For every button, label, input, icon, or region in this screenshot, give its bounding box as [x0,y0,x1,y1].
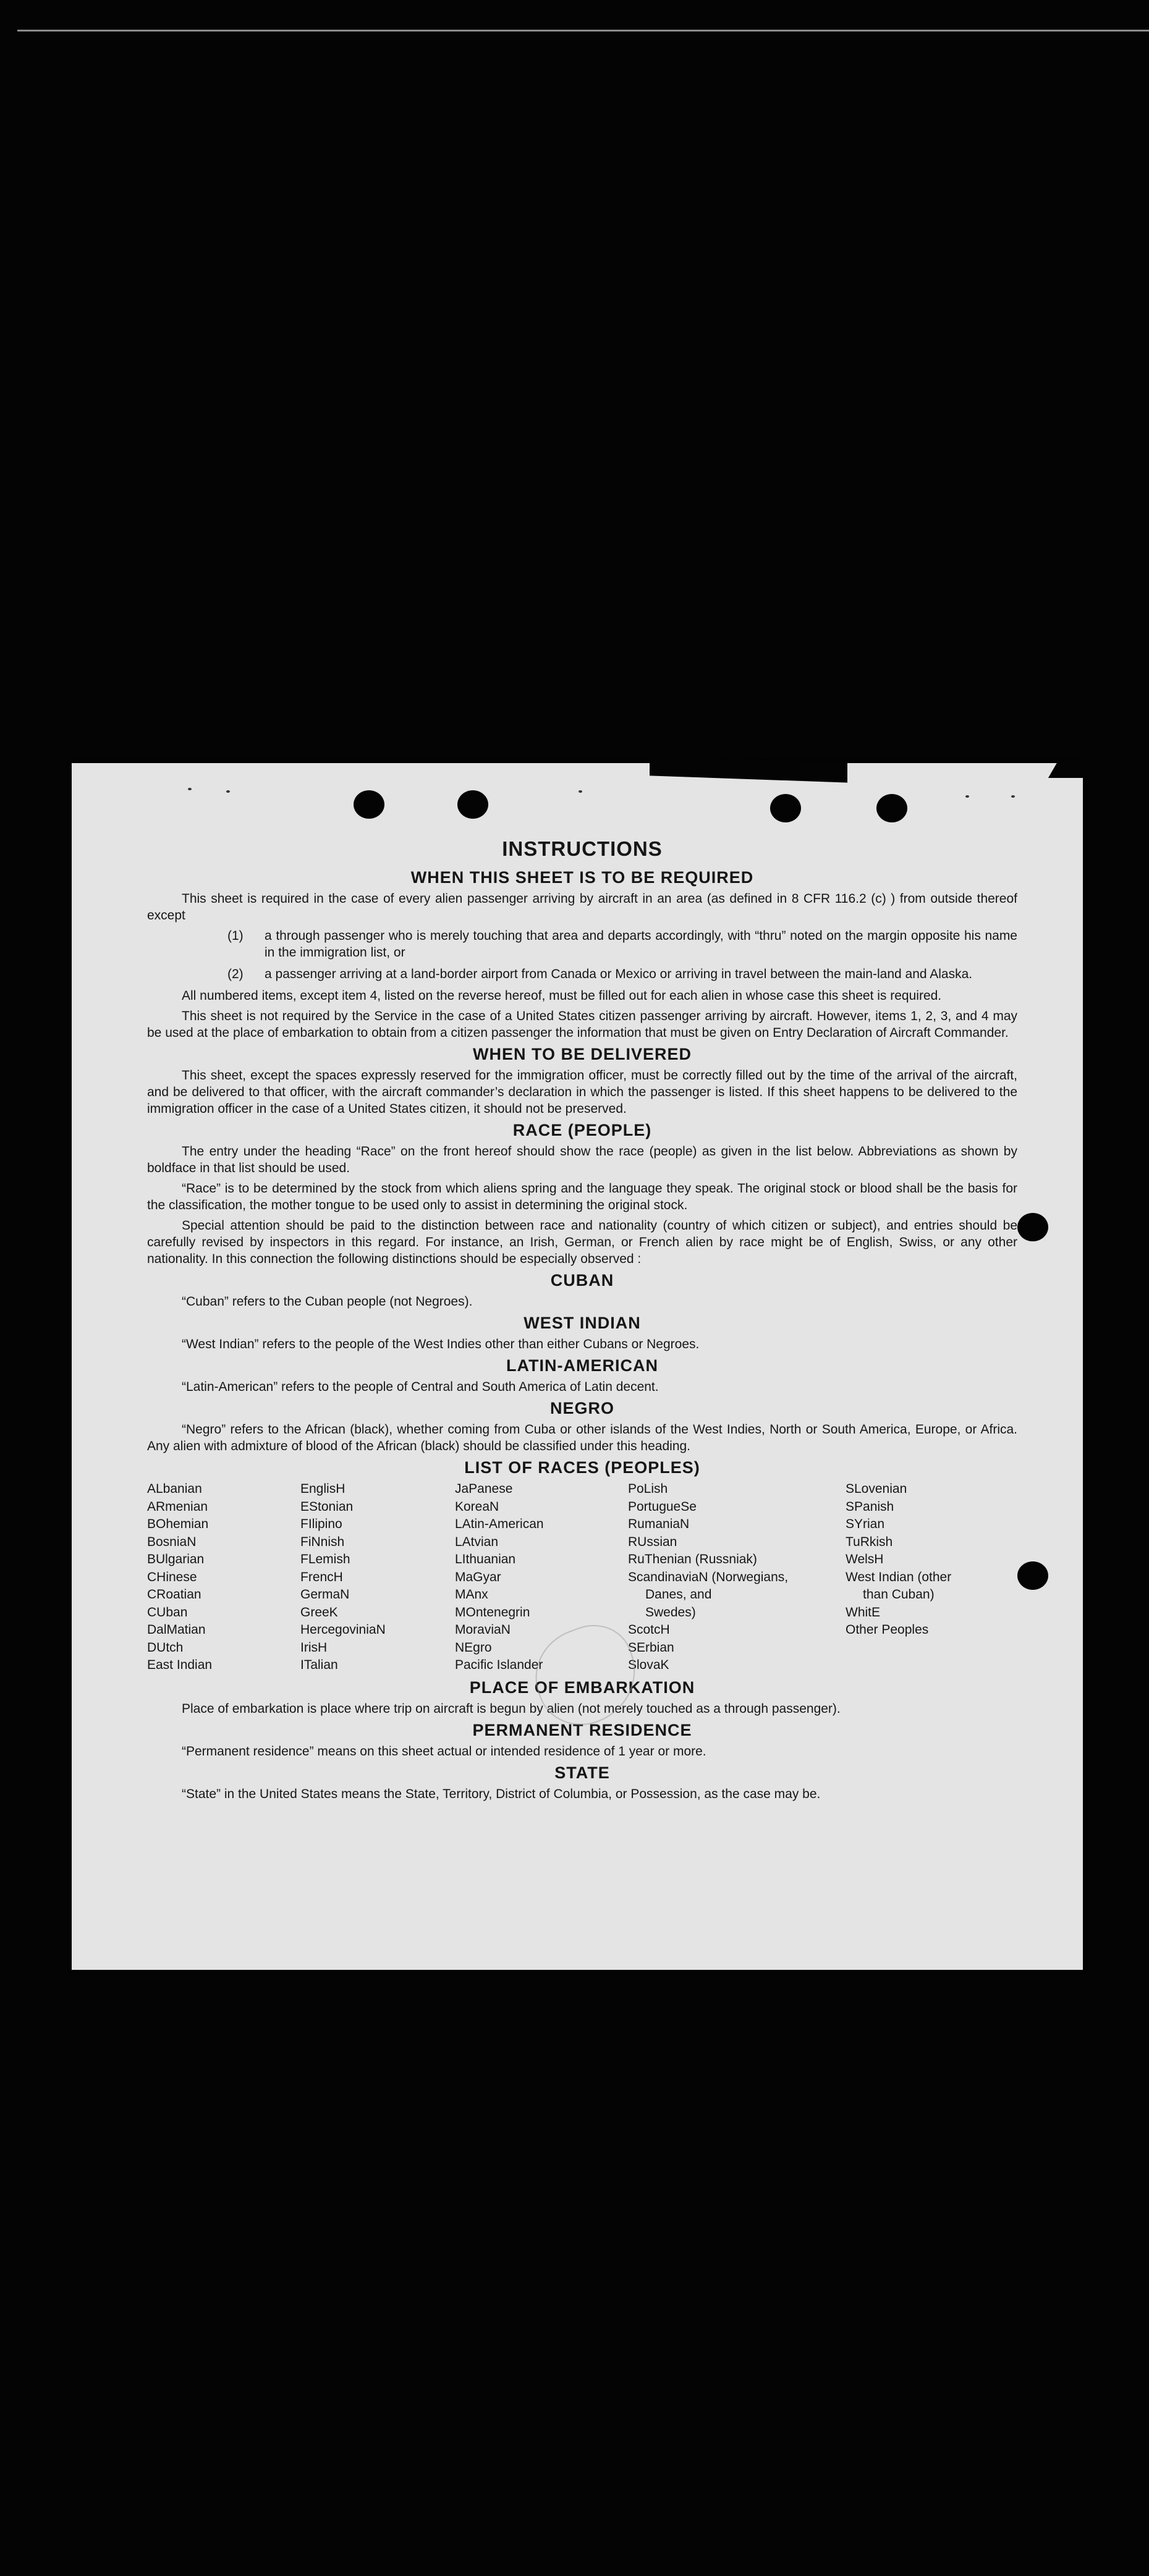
speck [965,795,969,798]
exception-number: (1) [227,929,244,943]
race-entry: GreeK [300,1605,338,1620]
heading-state: STATE [554,1763,610,1782]
exception-item [147,966,1017,982]
race-entry: than Cuban) [863,1587,935,1602]
race-entry: MaGyar [455,1569,501,1584]
race-entry: LAtin-American [455,1517,544,1531]
heading-place-of-embarkation: PLACE OF EMBARKATION [469,1678,695,1697]
race-entry: PoLish [628,1482,668,1496]
race-entry: TuRkish [846,1534,893,1549]
heading-list-of-races: LIST OF RACES (PEOPLES) [464,1458,700,1477]
races-column [300,1480,455,1674]
race-entry: DUtch [147,1640,184,1655]
place-of-embarkation-para: Place of embarkation is place where trip on aircraft is begun by alien (not merely touched as a through passenger). [182,1701,841,1716]
race-entry: FIlipino [300,1517,342,1531]
heading-cuban: CUBAN [550,1271,614,1290]
speck [579,790,582,793]
race-entry: FrencH [300,1569,343,1584]
race-entry: LIthuanian [455,1552,516,1566]
race-entry: SLovenian [846,1482,907,1496]
race-entry: LAtvian [455,1534,499,1549]
race-entry: West Indian (other [846,1569,952,1584]
race-entry: Pacific Islander [455,1658,543,1672]
when-required-para3: This sheet is not required by the Service in the case of a United States citizen passenger arriving by aircraft. However, items 1, 2, 3, and 4 may be used at the place of embarkation to obtain from a citizen passenger the information that must be given on Entry Declaration of Aircraft Commander. [147,1009,1017,1040]
race-entry: ITalian [300,1658,338,1672]
when-required-intro: This sheet is required in the case of every alien passenger arriving by aircraft in an area (as defined in 8 CFR 116.2 (c) ) from outside thereof except [147,892,1017,923]
race-entry: ARmenian [147,1499,208,1514]
race-para3: Special attention should be paid to the distinction between race and nationality (country of which citizen or subject), and entries should be carefully revised by inspectors in this regard. For instance, an Irish, German, or French alien by race might be of English, Swiss, or any other nationality. In this connection the following distinctions should be especially observed : [147,1218,1017,1266]
race-entry: NEgro [455,1640,492,1655]
race-entry: ScotcH [628,1623,670,1637]
heading-latin-american: LATIN-AMERICAN [506,1356,658,1375]
race-entry: JaPanese [455,1482,513,1496]
race-entry: SPanish [846,1499,894,1514]
race-entry: RumaniaN [628,1517,690,1531]
race-entry: MoraviaN [455,1623,511,1637]
race-entry: MAnx [455,1587,488,1602]
race-entry: FLemish [300,1552,350,1566]
race-entry: EnglisH [300,1482,346,1496]
corner-cut [1048,761,1095,778]
race-entry: RUssian [628,1534,677,1549]
race-para2: “Race” is to be determined by the stock from which aliens spring and the language they speak. The original stock or blood shall be the basis for the classification, the mother tongue to be used only to assist in determining the original stock. [147,1181,1017,1212]
heading-west-indian: WEST INDIAN [524,1314,641,1332]
race-entry: BUlgarian [147,1552,205,1566]
races-column [846,1480,1031,1674]
punch-hole [1017,1213,1048,1241]
race-entry: ALbanian [147,1482,202,1496]
race-entry: IrisH [300,1640,328,1655]
west-indian-para: “West Indian” refers to the people of the West Indies other than either Cubans or Negroes. [182,1337,700,1351]
exception-number: (2) [227,967,244,981]
heading-permanent-residence: PERMANENT RESIDENCE [472,1720,692,1739]
race-entry: WelsH [846,1552,884,1566]
permanent-residence-para: “Permanent residence” means on this sheet actual or intended residence of 1 year or more. [182,1744,706,1759]
races-column [147,1480,300,1674]
race-entry: GermaN [300,1587,350,1602]
race-entry: BosniaN [147,1534,197,1549]
race-entry: East Indian [147,1658,213,1672]
race-entry: CUban [147,1605,188,1620]
punch-hole [457,790,488,819]
page-title: INSTRUCTIONS [502,837,663,860]
race-entry: SErbian [628,1640,674,1655]
heading-race: RACE (PEOPLE) [512,1121,652,1139]
race-entry: CRoatian [147,1587,201,1602]
heading-negro: NEGRO [549,1399,614,1417]
race-entry: WhitE [846,1605,881,1620]
race-entry: FiNnish [300,1534,345,1549]
race-entry: PortugueSe [628,1499,697,1514]
when-delivered-para: This sheet, except the spaces expressly reserved for the immigration officer, must be correctly filled out by the time of the arrival of the aircraft, and be delivered to that officer, with the aircraft commander’s declaration in which the passenger is listed. If this sheet happens to be delivered to the immigration officer in the case of a United States citizen, it should not be preserved. [147,1068,1017,1116]
film-edge-line [17,30,1149,32]
speck [188,788,192,790]
punch-hole [876,794,907,822]
punch-hole [1017,1561,1048,1590]
punch-hole [770,794,801,822]
when-required-para2: All numbered items, except item 4, listed on the reverse hereof, must be filled out for each alien in whose case this sheet is required. [182,989,942,1003]
heading-when-delivered: WHEN TO BE DELIVERED [472,1045,692,1063]
race-entry: SYrian [846,1517,885,1531]
speck [1011,795,1015,798]
speck [226,790,230,793]
state-para: “State” in the United States means the State, Territory, District of Columbia, or Possession, as the case may be. [182,1786,821,1801]
heading-when-required: WHEN THIS SHEET IS TO BE REQUIRED [410,868,754,887]
negro-para: “Negro” refers to the African (black), whether coming from Cuba or other islands of the West Indies, North or South America, Europe, or Africa. Any alien with admixture of blood of the African (black) should be classified under this heading. [147,1422,1017,1453]
race-entry: KoreaN [455,1499,499,1514]
race-entry: CHinese [147,1569,197,1584]
race-entry: RuThenian (Russniak) [628,1552,757,1566]
exception-item [147,927,1017,961]
torn-edge [650,756,847,782]
race-entry: SlovaK [628,1658,669,1672]
punch-hole [354,790,384,819]
race-entry: ScandinaviaN (Norwegians, [628,1569,789,1584]
race-entry: MOntenegrin [455,1605,530,1620]
instruction-sheet [72,763,1083,1970]
race-entry: Danes, and [645,1587,712,1602]
race-entry: DalMatian [147,1623,206,1637]
races-column [628,1480,846,1674]
race-entry: HercegoviniaN [300,1623,386,1637]
latin-american-para: “Latin-American” refers to the people of Central and South America of Latin decent. [182,1380,659,1394]
race-entry: Other Peoples [846,1623,929,1637]
race-entry: Swedes) [645,1605,696,1620]
race-para1: The entry under the heading “Race” on the front hereof should show the race (people) as given in the list below. Abbreviations as shown by boldface in that list should be used. [147,1144,1017,1175]
cuban-para: “Cuban” refers to the Cuban people (not Negroes). [182,1294,473,1309]
race-entry: EStonian [300,1499,354,1514]
race-entry: BOhemian [147,1517,209,1531]
exception-text: a passenger arriving at a land-border airport from Canada or Mexico or arriving in travel between the main-land and Alaska. [265,967,973,981]
exception-text: a through passenger who is merely touching that area and departs accordingly, with “thru” noted on the margin opposite his name in the immigration list, or [265,929,1017,960]
